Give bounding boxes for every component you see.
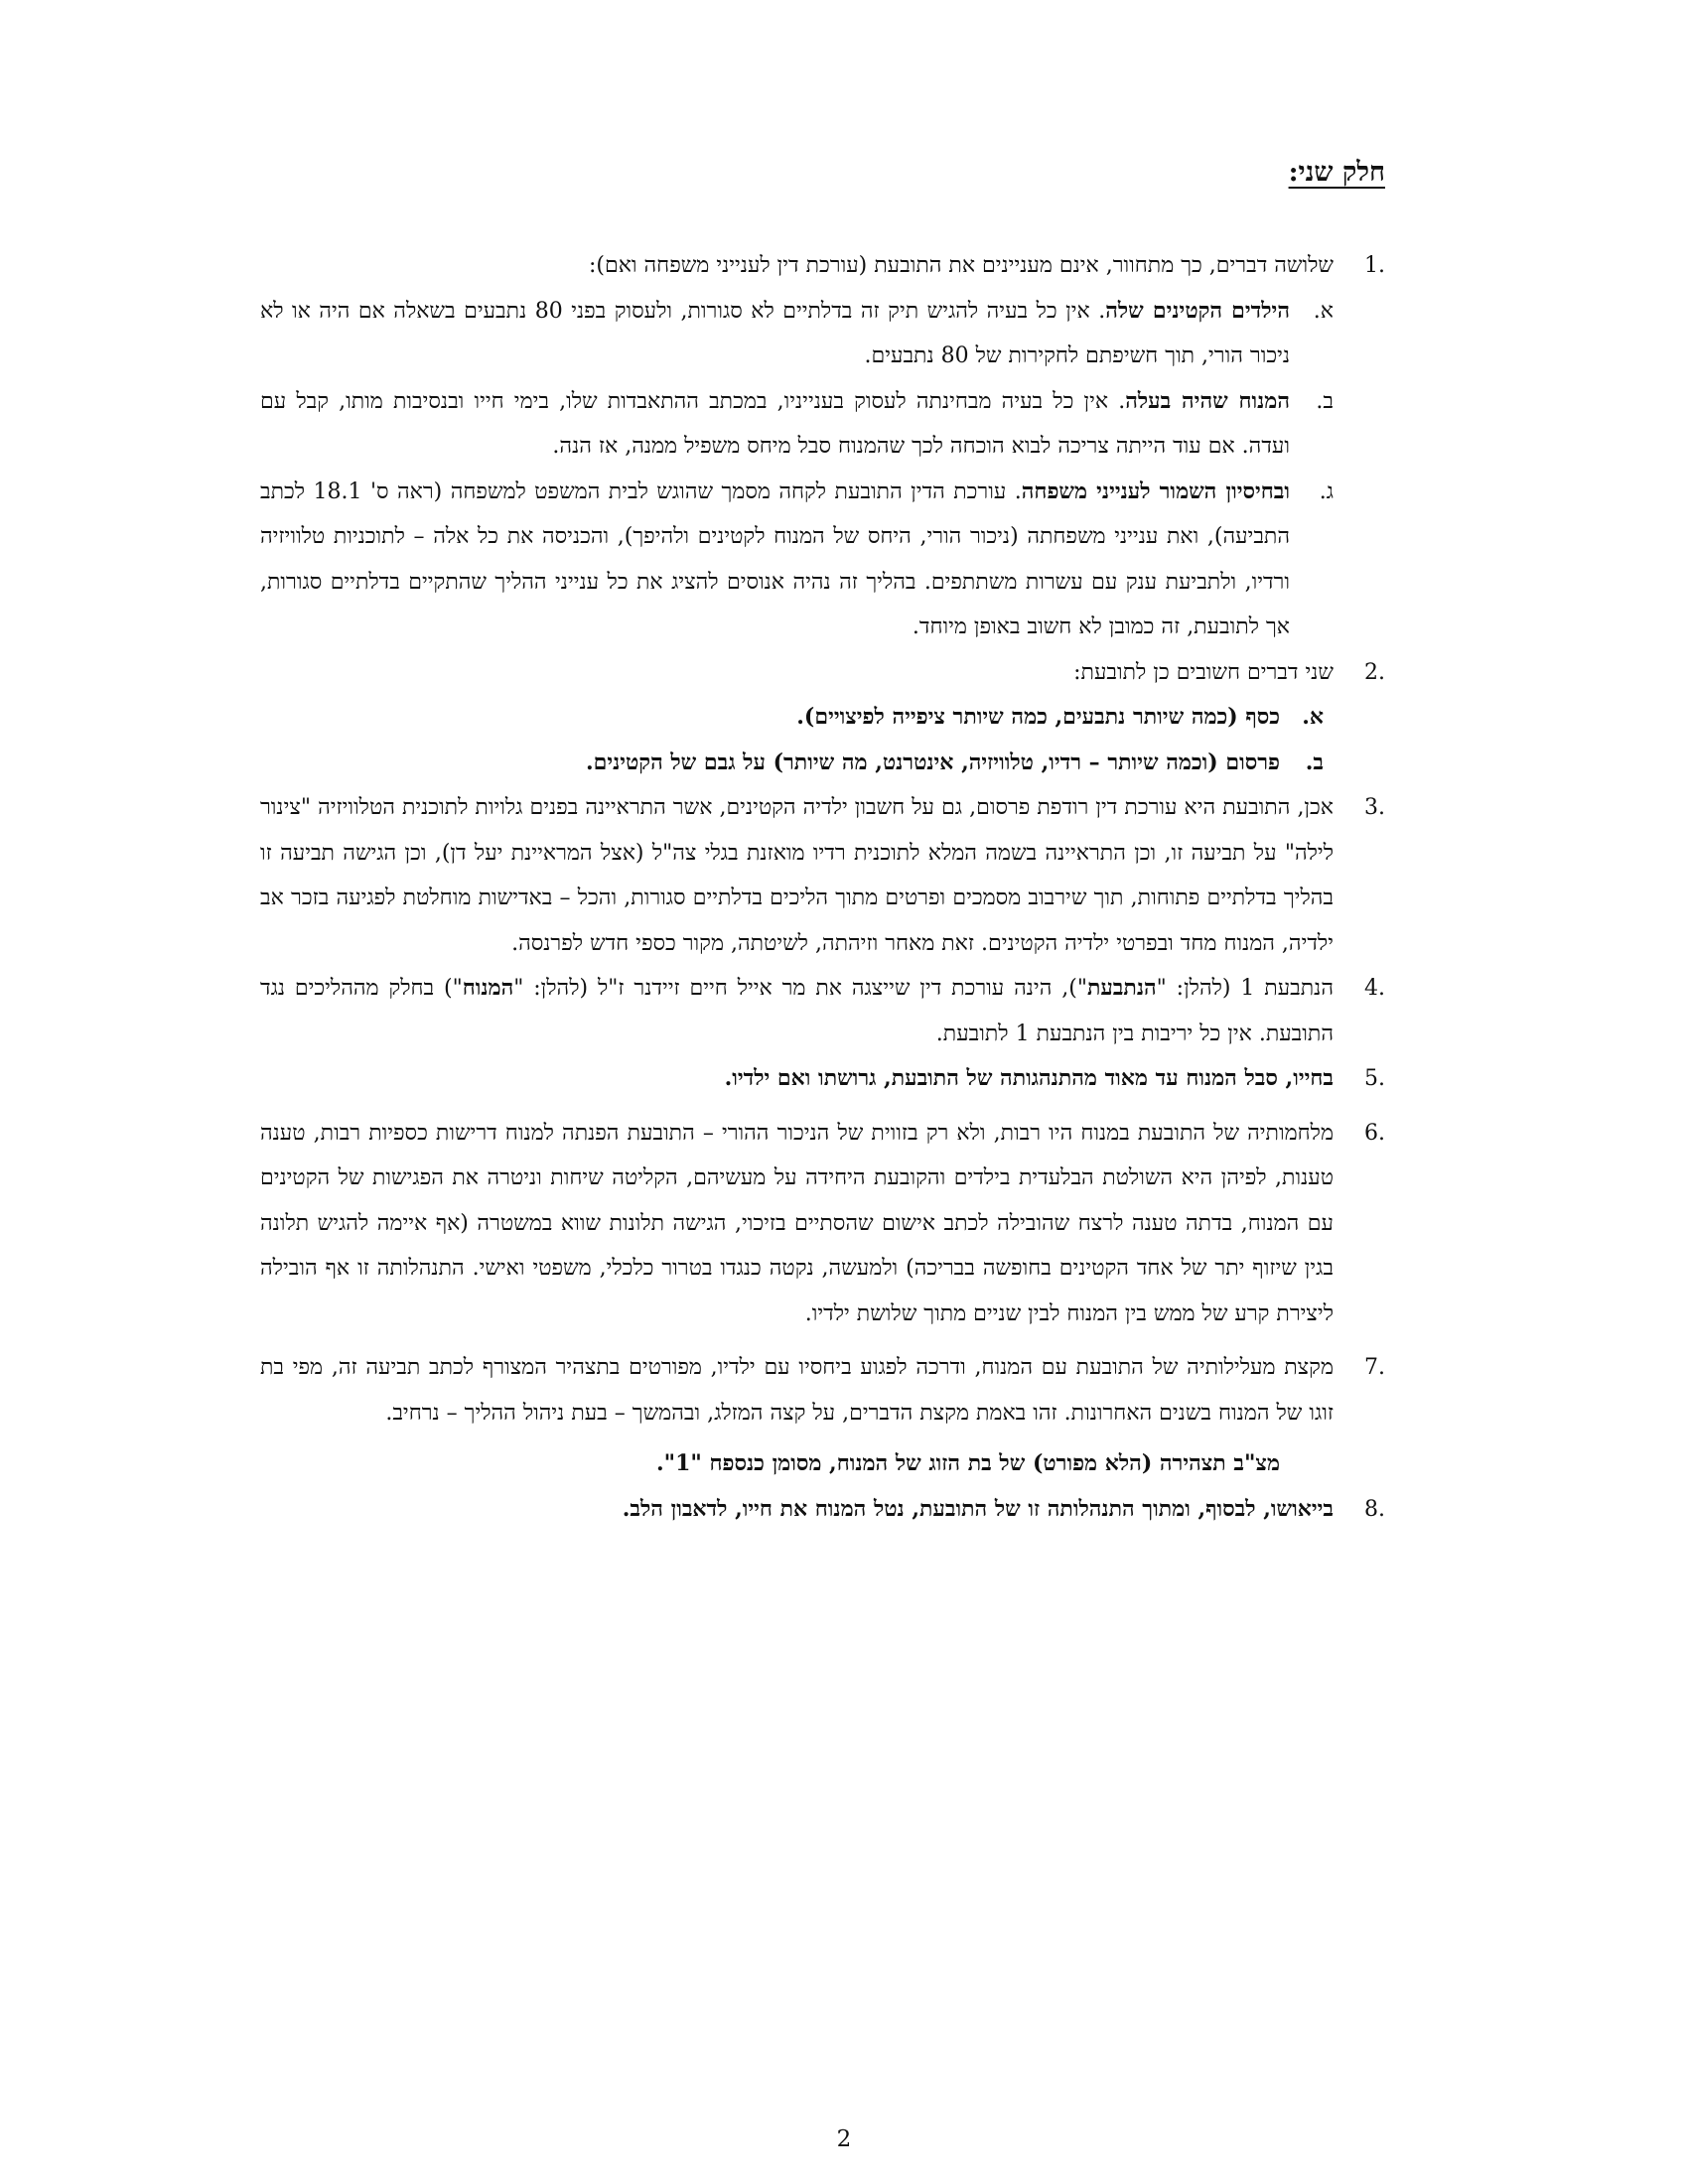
paragraph-4: [260, 966, 1385, 1056]
paragraph-text: בחייו, סבל המנוח עד מאוד מהתנהגותה של התובעת, גרושתו ואם ילדיו.: [724, 1065, 1334, 1091]
page-number: 2: [836, 2126, 852, 2152]
paragraph-number: .3: [1364, 795, 1385, 820]
subparagraph-bold-lead: המנוח שהיה בעלה: [1125, 387, 1290, 414]
paragraph-number: .1: [1364, 253, 1385, 278]
paragraph-2: [260, 650, 1385, 696]
paragraph-number: .5: [1364, 1066, 1385, 1091]
paragraph-3: [260, 785, 1385, 966]
paragraph-2-a: [260, 695, 1385, 741]
paragraph-number: .8: [1364, 1496, 1385, 1522]
paragraph-text-part: ") בחלק מההליכים נגד התובעת. אין כל יריבות בין הנתבעת 1 לתובעת.: [260, 976, 1334, 1046]
appendix-reference: מצ"ב תצהירה (הלא מפורט) של בת הזוג של המנוח, מסומן כנספח "1".: [655, 1450, 1280, 1476]
subparagraph-bold-lead: ובחיסיון השמור לענייני משפחה: [1021, 478, 1290, 504]
paragraph-1: [260, 243, 1385, 289]
subparagraph-letter: א.: [1302, 704, 1324, 730]
paragraph-2-b: [260, 741, 1385, 786]
paragraph-5: [260, 1056, 1385, 1102]
paragraph-number: .4: [1364, 976, 1385, 1001]
subparagraph-letter: ב.: [1305, 749, 1324, 775]
paragraph-1-b: [260, 379, 1385, 470]
paragraph-text-part: הנתבעת 1 (להלן: ": [1156, 976, 1334, 1001]
paragraph-1-c: [260, 470, 1385, 650]
paragraph-number: .6: [1364, 1120, 1385, 1146]
paragraph-7: [260, 1345, 1385, 1435]
paragraph-8: [260, 1487, 1385, 1533]
paragraph-1-a: [260, 289, 1385, 379]
paragraph-text: שני דברים חשובים כן לתובעת:: [1073, 659, 1334, 685]
paragraph-text-part: "), הינה עורכת דין שייצגה את מר אייל חיים זיידנר ז"ל (להלן: ": [513, 976, 1087, 1001]
subparagraph-letter: ג.: [1319, 478, 1334, 504]
section-heading: חלק שני:: [1288, 157, 1385, 188]
subparagraph-text: . אין כל בעיה מבחינתה לעסוק בענייניו, במכתב ההתאבדות שלו, בימי חייו ובנסיבות מותו, קבל עם ועדה. אם עוד הייתה צריכה לבוא הוכחה לכך שהמנוח סבל מיחס משפיל ממנה, אז הנה.: [260, 388, 1290, 459]
subparagraph-bold-lead: הילדים הקטינים שלה: [1105, 297, 1290, 324]
subparagraph-text: . אין כל בעיה להגיש תיק זה בדלתיים לא סגורות, ולעסוק בפני 80 נתבעים בשאלה אם היה או לא ניכור הורי, תוך חשיפתם לחקירות של 80 נתבעים.: [260, 298, 1290, 368]
subparagraph-text: פרסום (וכמה שיותר – רדיו, טלוויזיה, אינטרנט, מה שיותר) על גבם של הקטינים.: [585, 749, 1280, 775]
document-body: [260, 243, 1385, 1532]
subparagraph-letter: ב.: [1316, 388, 1334, 414]
subparagraph-text: . עורכת הדין התובעת לקחה מסמך שהוגש לבית המשפט למשפחה (ראה ס' 18.1 לכתב התביעה), ואת ענייני משפחתה (ניכור הורי, היחס של המנוח לקטינים ולהיפך), והכניסה את כל אלה – לתוכניות טלוויזיה ורדיו, ולתביעת ענק עם עשרות משתתפים. בהליך זה נהיה אנוסים להציג את כל ענייני ההליך שהתקיים בדלתיים סגורות, אך לתובעת, זה כמובן לא חשוב באופן מיוחד.: [260, 478, 1290, 639]
paragraph-number: .2: [1364, 659, 1385, 685]
paragraph-text: בייאושו, לבסוף, ומתוך התנהלותה זו של התובעת, נטל המנוח את חייו, לדאבון הלב.: [622, 1495, 1334, 1522]
subparagraph-letter: א.: [1313, 298, 1334, 324]
paragraph-6: [260, 1111, 1385, 1337]
paragraph-number: .7: [1364, 1355, 1385, 1380]
paragraph-text: אכן, התובעת היא עורכת דין רודפת פרסום, גם על חשבון ילדיה הקטינים, אשר התראיינה בפנים גלויות לתוכנית הטלוויזיה "צינור לילה" על תביעה זו, וכן התראיינה בשמה המלא לתוכנית רדיו מואזנת בגלי צה"ל (אצל המראיינת יעל דן), וכן הגישה תביעה זו בהליך בדלתיים פתוחות, תוך שירבוב מסמכים ופרטים מתוך הליכים בדלתיים סגורות, והכל – באדישות מוחלטת לפגיעה בזכר אב ילדיה, המנוח מחד ובפרטי ילדיה הקטינים. זאת מאחר וזיהתה, לשיטתה, מקור כספי חדש לפרנסה.: [260, 795, 1334, 956]
defined-term: המנוח: [462, 975, 514, 1001]
paragraph-text: מקצת מעלילותיה של התובעת עם המנוח, ודרכה לפגוע ביחסיו עם ילדיו, מפורטים בתצהיר המצורף לכתב תביעה זה, מפי בת זוגו של המנוח בשנים האחרונות. זהו באמת מקצת הדברים, על קצה המזלג, ובהמשך – בעת ניהול ההליך – נרחיב.: [260, 1355, 1334, 1426]
paragraph-text: שלושה דברים, כך מתחוור, אינם מעניינים את התובעת (עורכת דין לענייני משפחה ואם):: [588, 253, 1334, 278]
subparagraph-text: כסף (כמה שיותר נתבעים, כמה שיותר ציפייה לפיצויים).: [796, 704, 1280, 730]
defined-term: הנתבעת: [1086, 975, 1157, 1001]
paragraph-text: מלחמותיה של התובעת במנוח היו רבות, ולא רק בזווית של הניכור ההורי – התובעת הפנתה למנוח דרישות כספיות רבות, טענה טענות, לפיהן היא השולטת הבלעדית בילדים והקובעת היחידה על מעשיהם, הקליטה שיחות וניטרה את הפגישות של הקטינים עם המנוח, בדתה טענה לרצח שהובילה לכתב אישום שהסתיים בזיכוי, הגישה תלונות שווא במשטרה (אף איימה להגיש תלונה בגין שיזוף יתר של אחד הקטינים בחופשה בבריכה) ולמעשה, נקטה כנגדו בטרור כלכלי, משפטי ואישי. התנהלותה זו אף הובילה ליצירת קרע של ממש בין המנוח לבין שניים מתוך שלושת ילדיו.: [260, 1120, 1334, 1326]
